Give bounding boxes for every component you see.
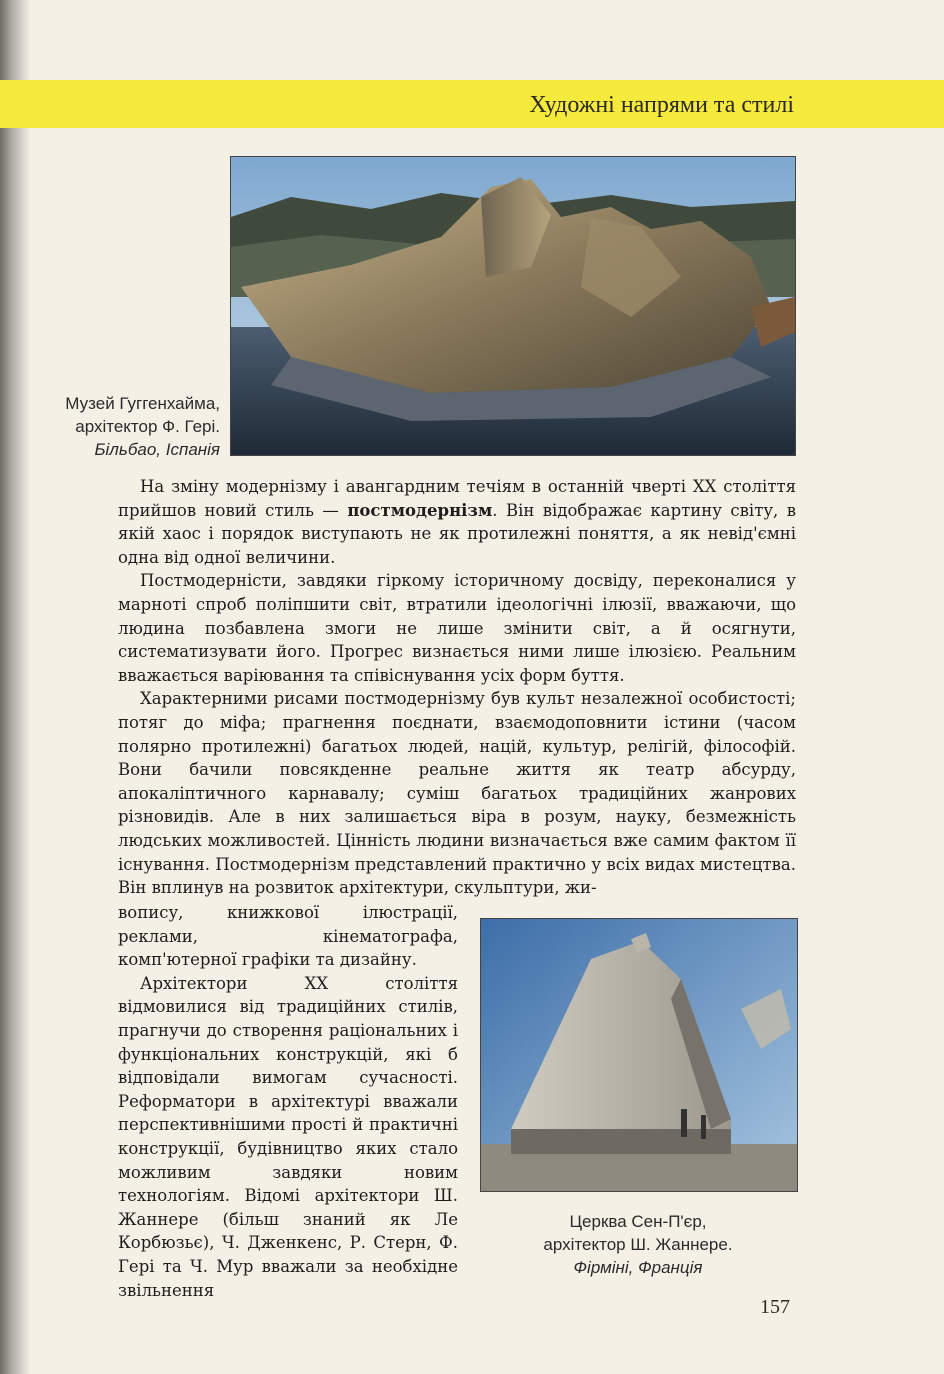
paragraph-1 (118, 475, 796, 569)
guggenheim-illustration (231, 157, 795, 455)
paragraph-3: Характерними рисами постмодернізму був культ незалежної особистості; потяг до міфа; прагнення поєднати, взаємодоповнити істини (часом полярно протилежні) багатьох людей, націй, культур, релігій, філософій. Вони бачили повсякденне реальне життя як театр абсурду, апокаліптичного карнавалу; суміш багатьох традиційних жанрових різновидів. Але в них залишається віра в розум, науку, безмежність людських можливостей. Цінність людини визначається вже самим фактом її існування. Постмодернізм представлений практично у всіх видах мистецтва. Він вплинув на розвиток архітектури, скульптури, жи- (118, 689, 796, 898)
section-title: Художні напрями та стилі (529, 92, 794, 118)
figure1-caption-title: Музей Гуггенхайма, (65, 394, 220, 413)
narrow-column-text (118, 901, 458, 1302)
figure1-caption-place: Більбао, Іспанія (94, 440, 220, 459)
paragraph-1-end: . Він відображає картину світу, в якій хаос і порядок виступають не як протилежні поняття, а як невід'ємні одна від одної величини. (118, 500, 796, 567)
figure2-caption-architect: архітектор Ш. Жаннере. (543, 1235, 733, 1254)
page-number: 157 (760, 1296, 790, 1318)
paragraph-2: Постмодерністи, завдяки гіркому історичному досвіду, переконалися у марноті спроб поліпшити світ, втратили ідеологічні ілюзії, вважаючи, що людина позбавлена змоги не лише змінити світ, а й осягнути, систематизувати його. Прогрес визнається ними лише ілюзією. Реальним вважається варіювання та співіснування усіх форм буття. (118, 571, 796, 685)
header-band (0, 80, 944, 128)
book-spine-shadow (0, 0, 30, 1374)
paragraph-3-continued: вопису, книжкової ілюстрації, реклами, кінематографа, комп'ютерної графіки та дизайну. (118, 903, 458, 970)
figure2-caption-place: Фірміні, Франція (573, 1258, 703, 1277)
main-text (118, 475, 796, 900)
figure1-caption-architect: архітектор Ф. Гері. (75, 417, 220, 436)
figure2-caption (480, 1210, 796, 1279)
figure2-caption-title: Церква Сен-П'єр, (569, 1212, 707, 1231)
guggenheim-museum-photo (230, 156, 796, 456)
figure1-caption (40, 392, 220, 461)
saint-pierre-church-photo (480, 918, 798, 1192)
paragraph-4: Архітектори XX століття відмовилися від традиційних стилів, прагнучи до створення раціональних і функціональних конструкцій, які б відповідали вимогам сучасності. Реформатори в архітектурі вважали перспективнішими прості й практичні конструкції, будівництво яких стало можливим завдяки новим технологіям. Відомі архітектори Ш. Жаннере (більш знаний як Ле Корбюзьє), Ч. Дженкенс, Р. Стерн, Ф. Гері та Ч. Мур вважали за необхідне звільнення (118, 973, 458, 1300)
term-postmodernism: постмодернізм (347, 500, 493, 520)
church-illustration (481, 919, 797, 1191)
paragraph-1-start: На зміну модернізму і авангардним течіям в останній чверті XX століття прийшов новий стиль — (118, 477, 796, 520)
